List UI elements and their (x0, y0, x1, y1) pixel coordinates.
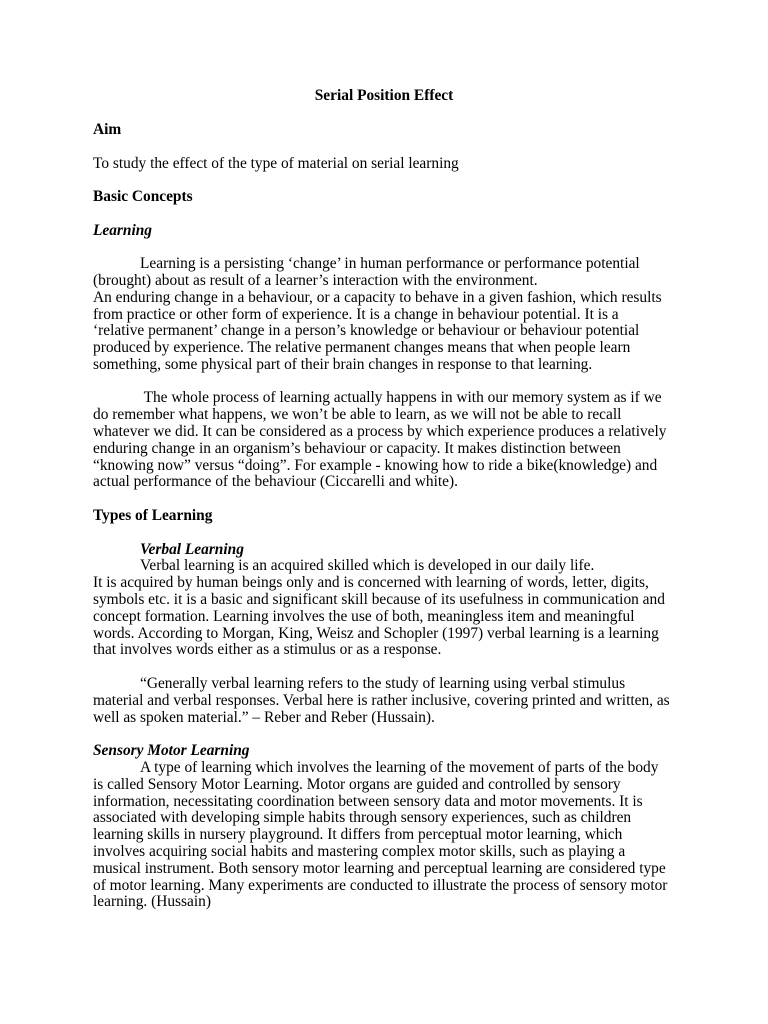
sensory-motor-learning-heading: Sensory Motor Learning (93, 742, 250, 759)
verbal-learning-heading: Verbal Learning (140, 541, 244, 558)
paragraph-line: something, some physical part of their brain changes in response to that learning. (93, 356, 593, 373)
paragraph-line: A type of learning which involves the learning of the movement of parts of the body (140, 759, 659, 776)
paragraph-line: “Generally verbal learning refers to the study of learning using verbal stimulus (140, 675, 626, 692)
paragraph-line: learning skills in nursery playground. It differs from perceptual motor learning, which (93, 826, 623, 843)
paragraph-line: produced by experience. The relative permanent changes means that when people learn (93, 339, 631, 356)
paragraph-line: “knowing now” versus “doing”. For example - knowing how to ride a bike(knowledge) and (93, 457, 658, 474)
paragraph-line: is called Sensory Motor Learning. Motor organs are guided and controlled by sensory (93, 776, 621, 793)
page-title: Serial Position Effect (314, 87, 454, 104)
paragraph-line: enduring change in an organism’s behaviour or capacity. It makes distinction between (93, 440, 621, 457)
paragraph-line: do remember what happens, we won’t be able to learn, as we will not be able to recall (93, 406, 622, 423)
paragraph-line: involves acquiring social habits and mastering complex motor skills, such as playing a (93, 843, 626, 860)
paragraph-line: of motor learning. Many experiments are conducted to illustrate the process of sensory motor (93, 877, 668, 894)
paragraph-line: that involves words either as a stimulus or as a response. (93, 641, 442, 658)
paragraph-line: from practice or other form of experience. It is a change in behaviour potential. It is a (93, 306, 619, 323)
paragraph-line: information, necessitating coordination between sensory data and motor movements. It is (93, 793, 643, 810)
types-of-learning-heading: Types of Learning (93, 507, 213, 524)
paragraph-line: It is acquired by human beings only and is concerned with learning of words, letter, digits, (93, 574, 649, 591)
paragraph-line: words. According to Morgan, King, Weisz and Schopler (1997) verbal learning is a learning (93, 625, 659, 642)
paragraph-line: learning. (Hussain) (93, 893, 211, 910)
paragraph-line: concept formation. Learning involves the use of both, meaningless item and meaningful (93, 608, 635, 625)
paragraph-line: actual performance of the behaviour (Ciccarelli and white). (93, 473, 458, 490)
aim-heading: Aim (93, 121, 122, 138)
paragraph-line: ‘relative permanent’ change in a person’s knowledge or behaviour or behaviour potential (93, 322, 640, 339)
basic-concepts-heading: Basic Concepts (93, 188, 193, 205)
paragraph-line: (brought) about as result of a learner’s interaction with the environment. (93, 272, 538, 289)
paragraph-line: Verbal learning is an acquired skilled which is developed in our daily life. (140, 557, 595, 574)
paragraph-line: An enduring change in a behaviour, or a capacity to behave in a given fashion, which results (93, 289, 662, 306)
learning-heading: Learning (93, 222, 153, 239)
paragraph-line: Learning is a persisting ‘change’ in human performance or performance potential (140, 255, 640, 272)
paragraph-line: The whole process of learning actually happens in with our memory system as if we (140, 389, 662, 406)
paragraph-line: well as spoken material.” – Reber and Reber (Hussain). (93, 709, 435, 726)
paragraph-line: whatever we did. It can be considered as a process by which experience produces a relatively (93, 423, 667, 440)
paragraph-line: material and verbal responses. Verbal here is rather inclusive, covering printed and written, as (93, 692, 670, 709)
paragraph-line: musical instrument. Both sensory motor learning and perceptual learning are considered type (93, 860, 666, 877)
aim-text: To study the effect of the type of material on serial learning (93, 155, 459, 172)
paragraph-line: associated with developing simple habits through sensory experiences, such as children (93, 809, 632, 826)
paragraph-line: symbols etc. it is a basic and significant skill because of its usefulness in communication and (93, 591, 665, 608)
